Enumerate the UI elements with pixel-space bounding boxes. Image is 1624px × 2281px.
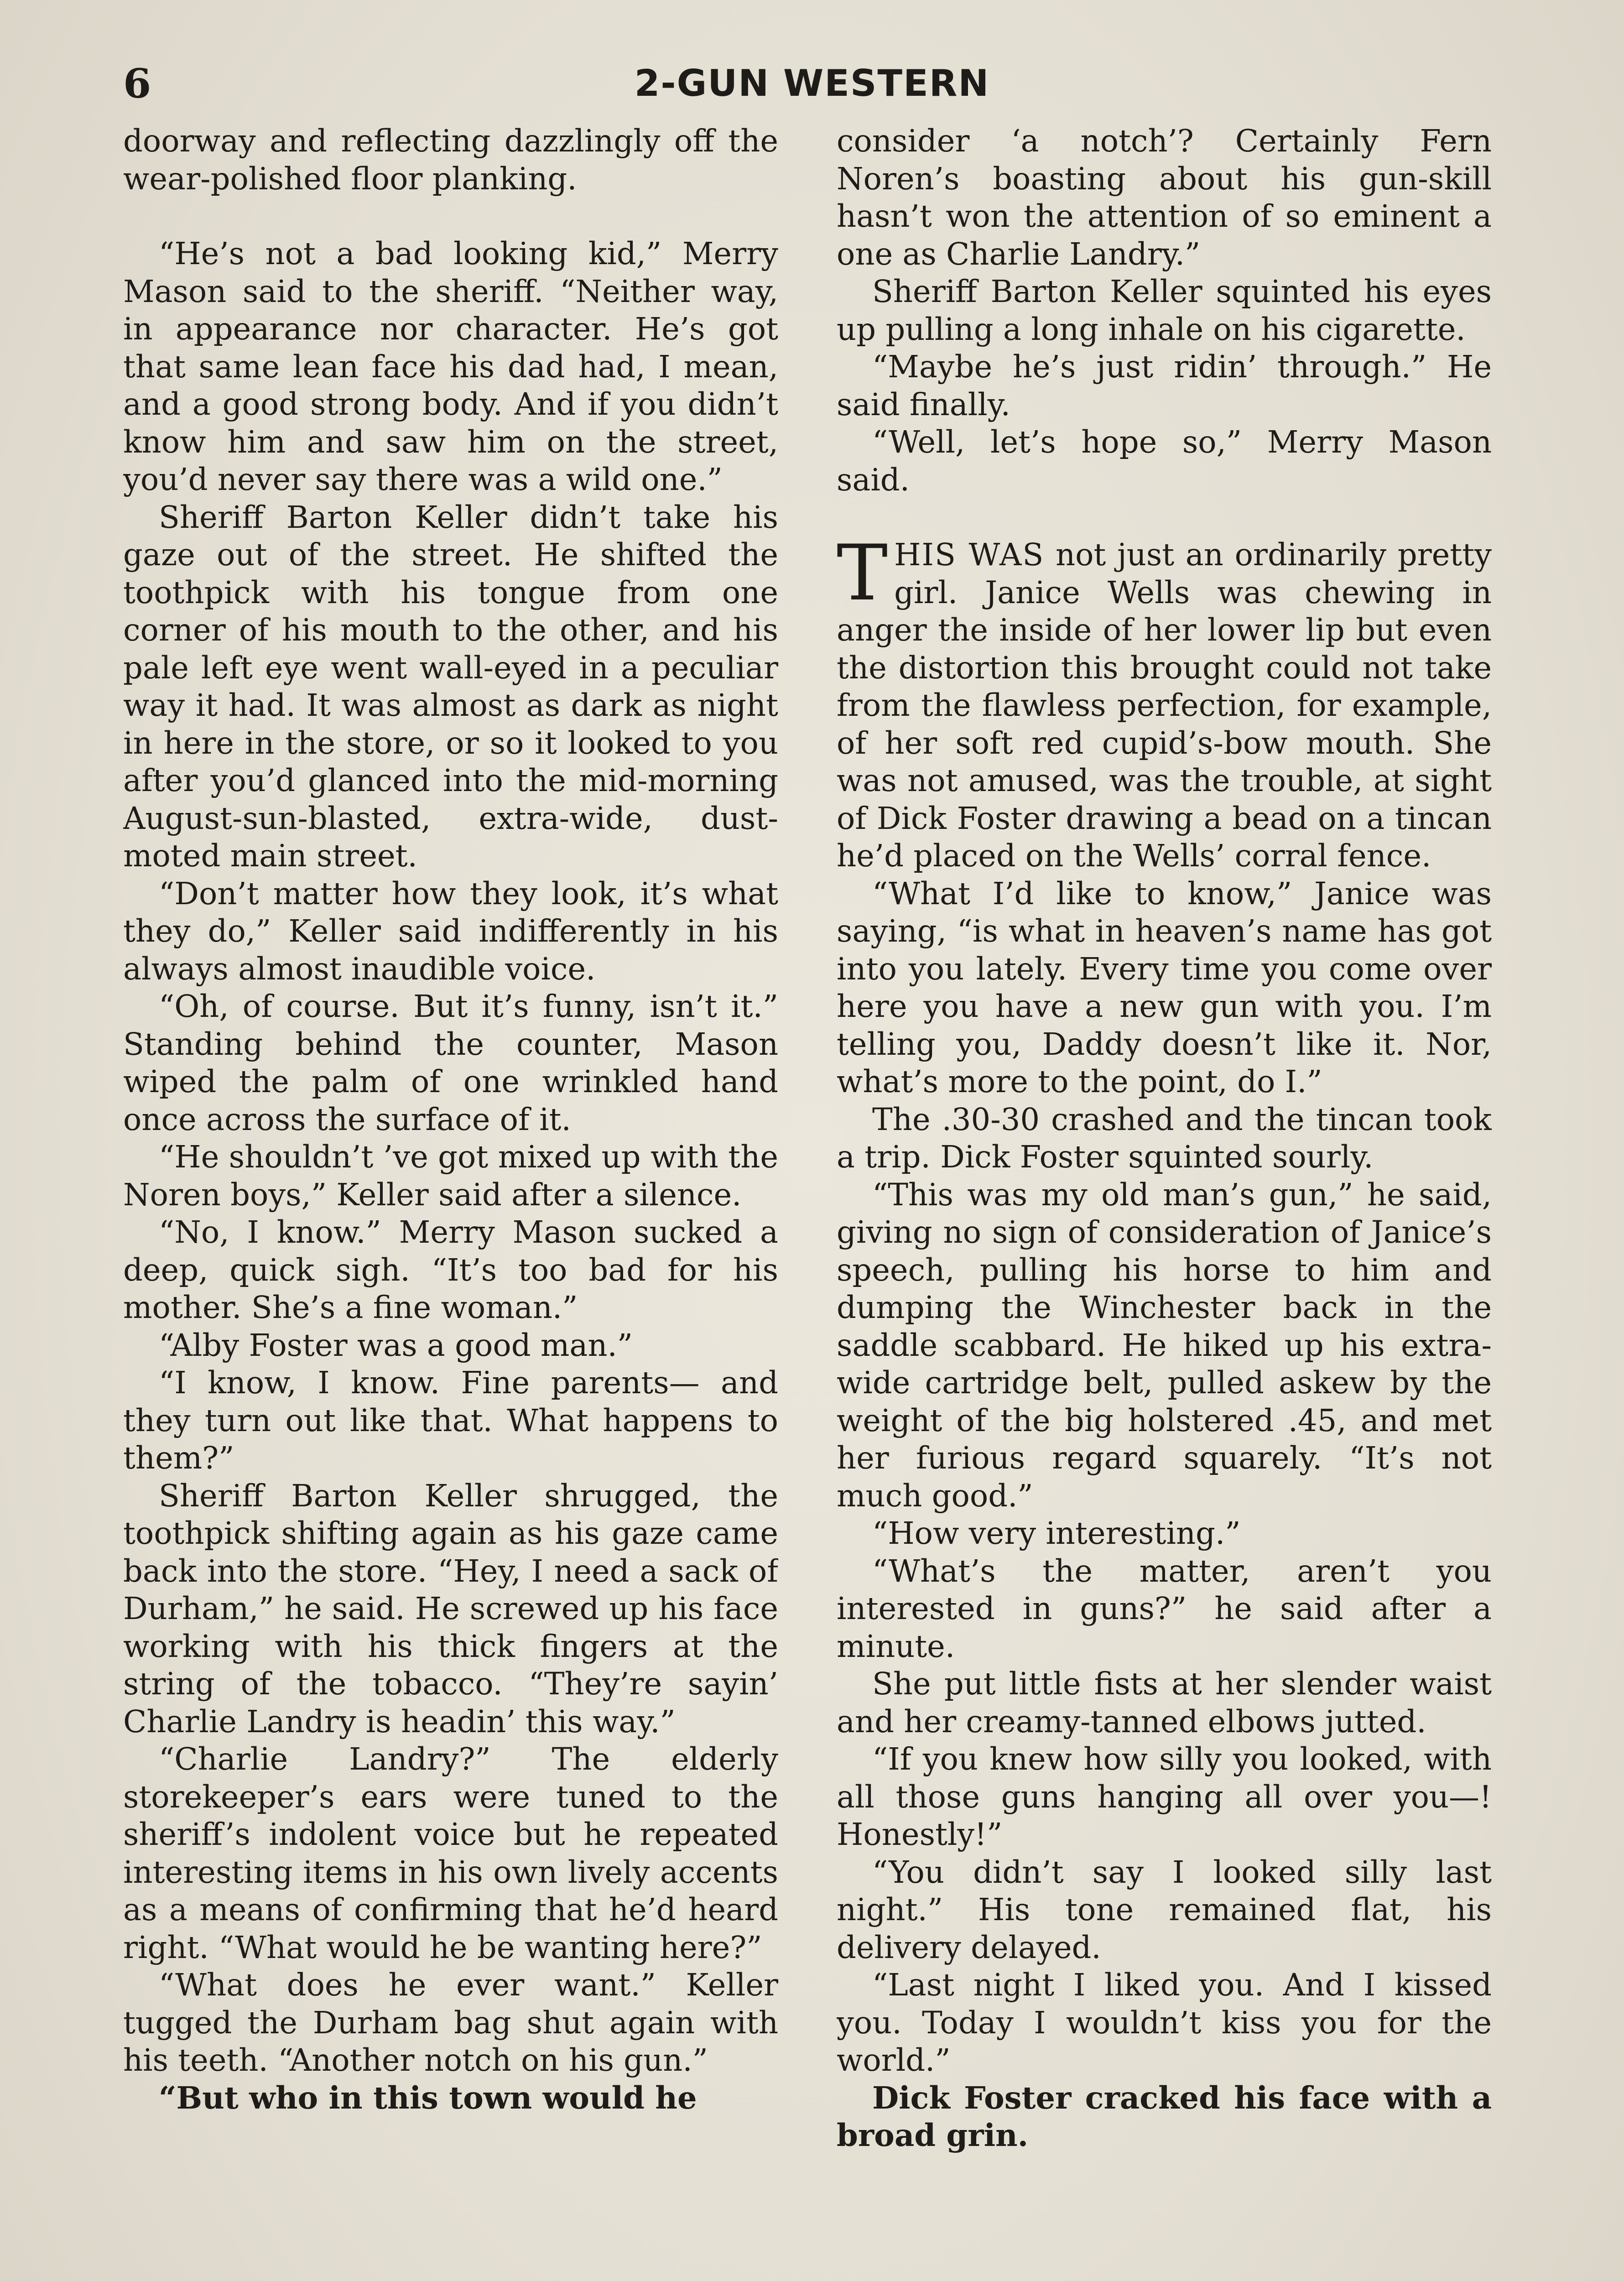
- paragraph: She put little fists at her slender waist and her creamy-tanned elbows jutted.: [837, 1666, 1492, 1739]
- paragraph: “What I’d like to know,” Janice was saying, “is what in heaven’s name has got into you lately. Every time you come over here you have a new gun with you. I’m telling you, Daddy doesn’t like it. Nor, what’s more to the point, do I.”: [837, 875, 1492, 1099]
- opening-text: not just an ordinarily pretty girl. Janice Wells was chewing in anger the inside of her lower lip but even the distortion this brought could not take from the flawless perfection, for example, of her soft red cupid’s-bow mouth. She was not amused, was the trouble, at sight of Dick Foster drawing a bead on a tincan he’d placed on the Wells’ corral fence.: [837, 537, 1492, 874]
- paragraph: “Oh, of course. But it’s funny, isn’t it.” Standing behind the counter, Mason wiped the palm of one wrinkled hand once across the surface of it.: [123, 989, 778, 1137]
- page-number: 6: [123, 60, 151, 107]
- paragraph: “If you knew how silly you looked, with all those guns hanging all over you—! Honestly!”: [837, 1741, 1492, 1852]
- paragraph: “Alby Foster was a good man.”: [159, 1327, 633, 1363]
- section-opening-paragraph: [837, 528, 1492, 875]
- paragraph: Sheriff Barton Keller shrugged, the toothpick shifting again as his gaze came back into the store. “Hey, I need a sack of Durham,” he said. He screwed up his face working with his thick fingers at the string of the tobacco. “They’re sayin’ Charlie Landry is headin’ this way.”: [123, 1478, 778, 1739]
- paragraph: “What’s the matter, aren’t you interested in guns?” he said after a minute.: [837, 1553, 1492, 1664]
- text-columns: [123, 122, 1492, 2281]
- paragraph: Sheriff Barton Keller squinted his eyes up pulling a long inhale on his cigarette.: [837, 274, 1492, 347]
- paragraph: The .30-30 crashed and the tincan took a trip. Dick Foster squinted sourly.: [837, 1101, 1492, 1175]
- paragraph-gap: [123, 198, 778, 235]
- paragraph: “Don’t matter how they look, it’s what they do,” Keller said indifferently in his always almost inaudible voice.: [123, 875, 778, 987]
- paragraph: “You didn’t say I looked silly last night.” His tone remained flat, his delivery delayed.: [837, 1854, 1492, 1965]
- paragraph: “Charlie Landry?” The elderly storekeeper’s ears were tuned to the sheriff’s indolent voice but he repeated interesting items in his own lively accents as a means of confirming that he’d heard right. “What would he be wanting here?”: [123, 1741, 778, 1965]
- paragraph: “What does he ever want.” Keller tugged the Durham bag shut again with his teeth. “Another notch on his gun.”: [123, 1967, 778, 2078]
- paragraph: “He shouldn’t ’ve got mixed up with the Noren boys,” Keller said after a silence.: [123, 1139, 778, 1213]
- paragraph: “This was my old man’s gun,” he said, giving no sign of consideration of Janice’s speech, pulling his horse to him and dumping the Winchester back in the saddle scabbard. He hiked up his extra-wide cartridge belt, pulled askew by the weight of the big holstered .45, and met her furious regard squarely. “It’s not much good.”: [837, 1177, 1492, 1514]
- left-column: [123, 122, 778, 2281]
- paragraph: “He’s not a bad looking kid,” Merry Mason said to the sheriff. “Neither way, in appearance nor character. He’s got that same lean face his dad had, I mean, and a good strong body. And if you didn’t know him and saw him on the street, you’d never say there was a wild one.”: [123, 236, 778, 497]
- paragraph: “But who in this town would he: [159, 2079, 697, 2116]
- paragraph: consider ‘a notch’? Certainly Fern Noren’s boasting about his gun-skill hasn’t won the attention of so eminent a one as Charlie Landry.”: [837, 123, 1492, 272]
- right-column: [837, 122, 1492, 2281]
- paragraph: Sheriff Barton Keller didn’t take his gaze out of the street. He shifted the toothpick with his tongue from one corner of his mouth to the other, and his pale left eye went wall-eyed in a peculiar way it had. It was almost as dark as night in here in the store, or so it looked to you after you’d glanced into the mid-morning August-sun-blasted, extra-wide, dust-moted main street.: [123, 499, 778, 874]
- page-header: [123, 54, 1501, 113]
- paragraph: “How very interesting.”: [872, 1515, 1241, 1551]
- paragraph: “Well, let’s hope so,” Merry Mason said.: [837, 424, 1492, 498]
- paragraph: doorway and reflecting dazzlingly off the wear-polished floor planking.: [123, 123, 778, 197]
- paragraph: “No, I know.” Merry Mason sucked a deep, quick sigh. “It’s too bad for his mother. She’s a fine woman.”: [123, 1214, 778, 1325]
- paragraph: Dick Foster cracked his face with a broad grin.: [837, 2079, 1492, 2153]
- magazine-title: 2-GUN WESTERN: [634, 62, 990, 104]
- paragraph: “I know, I know. Fine parents— and they turn out like that. What happens to them?”: [123, 1365, 778, 1476]
- drop-cap: T: [837, 528, 888, 618]
- section-break: [837, 499, 1492, 536]
- paragraph: “Last night I liked you. And I kissed you. Today I wouldn’t kiss you for the world.”: [837, 1967, 1492, 2078]
- paragraph: “Maybe he’s just ridin’ through.” He said finally.: [837, 349, 1492, 422]
- lead-in-caps: HIS WAS: [894, 537, 1045, 573]
